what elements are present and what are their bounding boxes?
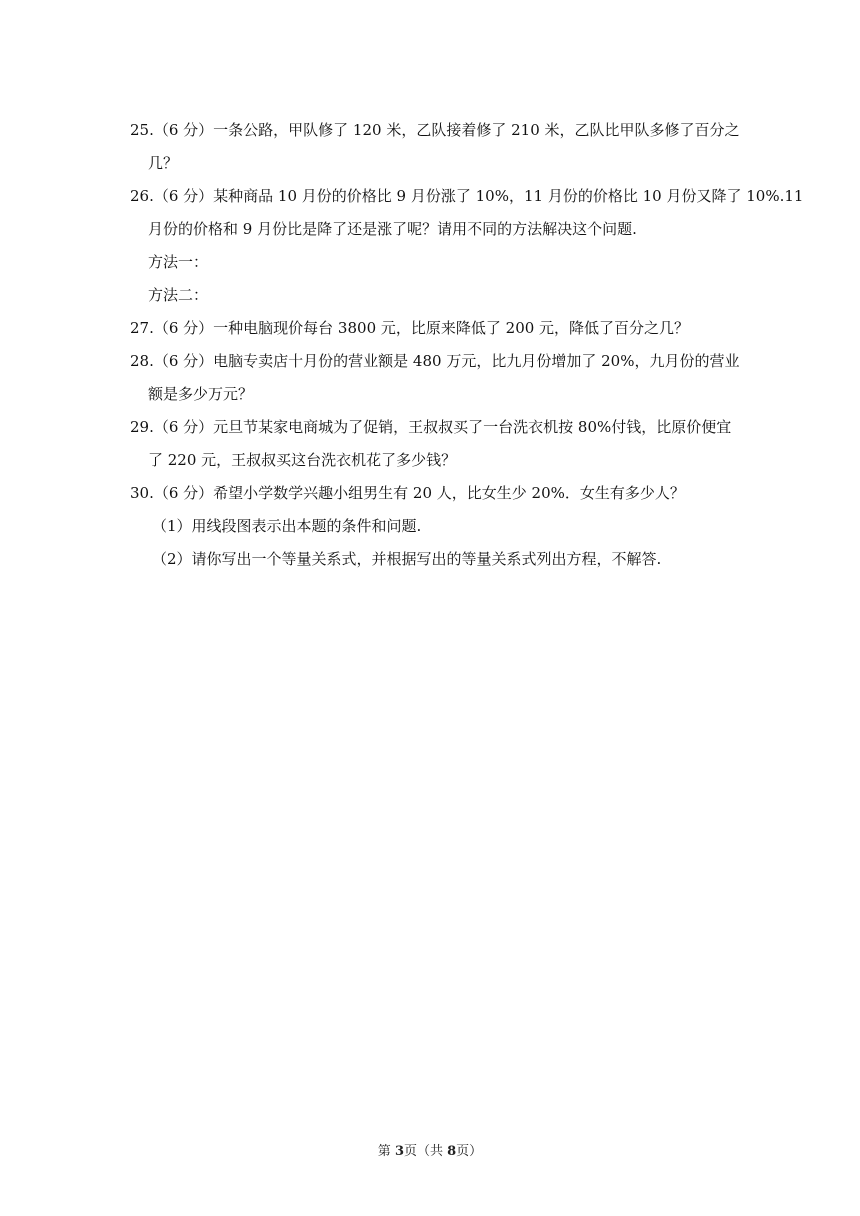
footer-current-page: 3 [394, 1144, 404, 1159]
footer-suffix: 页） [456, 1144, 483, 1159]
question-text-line: 几？ [148, 154, 179, 172]
question-text-line: 额是多少万元？ [148, 385, 254, 403]
question-text-line: 月份的价格和 9 月份比是降了还是涨了呢？请用不同的方法解决这个问题. [148, 220, 637, 238]
footer-middle: 页（共 [403, 1144, 448, 1159]
question-list [130, 120, 804, 582]
question-30 [130, 483, 735, 569]
page-footer [0, 1140, 860, 1159]
question-text-line: 30.（6 分）希望小学数学兴趣小组男生有 20 人，比女生少 20%．女生有多少人？ [130, 484, 685, 502]
method-one-label: 方法一： [148, 253, 209, 271]
question-text-line: 26.（6 分）某种商品 10 月份的价格比 9 月份涨了 10%，11 月份的价格比 10 月份又降了 10%.11 [130, 187, 804, 205]
question-text-line: 25.（6 分）一条公路，甲队修了 120 米，乙队接着修了 210 米，乙队比甲队多修了百分之 [130, 121, 740, 139]
question-26 [130, 186, 804, 305]
question-29 [130, 417, 735, 470]
question-28 [130, 351, 740, 404]
question-text-line: 了 220 元，王叔叔买这台洗衣机花了多少钱？ [148, 451, 457, 469]
question-text-line: 29.（6 分）元旦节某家电商城为了促销，王叔叔买了一台洗衣机按 80%付钱，比原价便宜 [130, 418, 732, 436]
question-27 [130, 318, 735, 338]
question-text-line: 28.（6 分）电脑专卖店十月份的营业额是 480 万元，比九月份增加了 20%，九月份的营业 [130, 352, 740, 370]
question-part-1: （1）用线段图表示出本题的条件和问题. [152, 517, 422, 535]
method-two-label: 方法二： [148, 286, 209, 304]
footer-prefix: 第 [377, 1144, 395, 1159]
footer-total-pages: 8 [447, 1144, 457, 1159]
question-part-2: （2）请你写出一个等量关系式，并根据写出的等量关系式列出方程，不解答. [152, 550, 662, 568]
question-text-line: 27.（6 分）一种电脑现价每台 3800 元，比原来降低了 200 元，降低了百分之几？ [130, 319, 690, 337]
question-25 [130, 120, 740, 173]
